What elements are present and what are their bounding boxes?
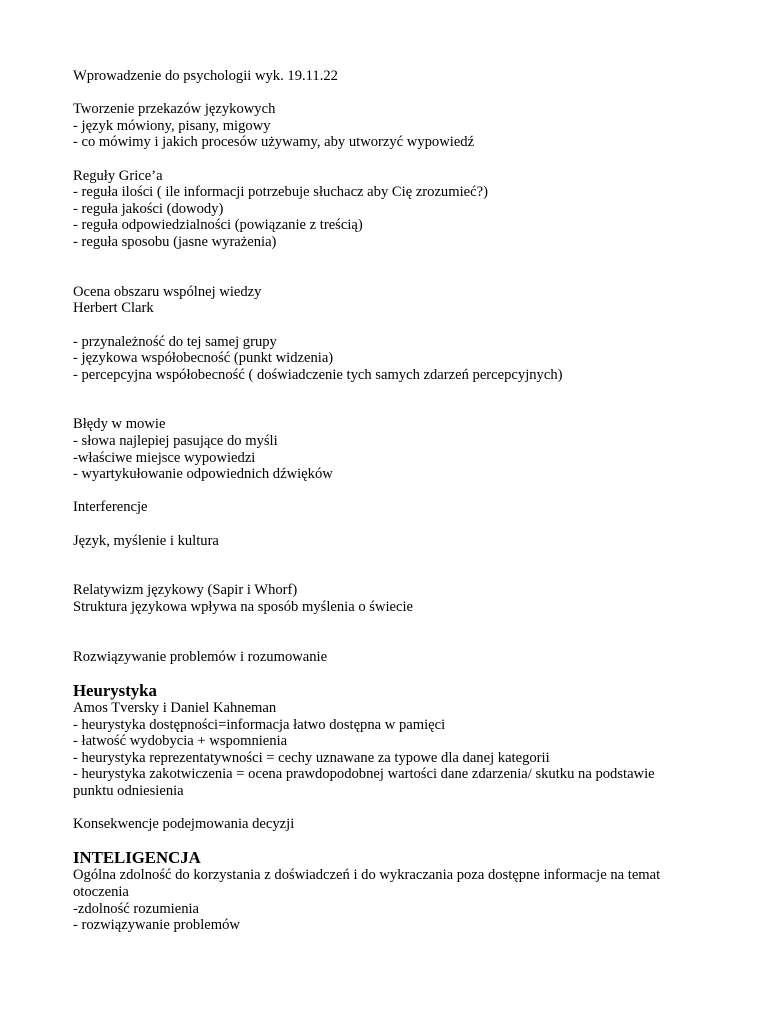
list-item: -zdolność rozumienia bbox=[73, 900, 200, 917]
interference-text: Interferencje bbox=[73, 499, 148, 516]
list-item: -właściwe miejsce wypowiedzi bbox=[73, 449, 256, 466]
list-item: - heurystyka dostępności=informacja łatwo dostępna w pamięci bbox=[73, 716, 446, 733]
list-item: - rozwiązywanie problemów bbox=[73, 917, 240, 934]
relativism-text: Struktura językowa wpływa na sposób myślenia o świecie bbox=[73, 599, 414, 615]
spacer bbox=[73, 800, 713, 817]
list-item: - reguła sposobu (jasne wyrażenia) bbox=[73, 233, 277, 250]
section-heading-grice: Reguły Grice’a bbox=[73, 167, 163, 184]
list-item: - łatwość wydobycia + wspomnienia bbox=[73, 733, 288, 750]
problem-solving-text: Rozwiązywanie problemów i rozumowanie bbox=[73, 648, 328, 665]
list-item: - co mówimy i jakich procesów używamy, aby utworzyć wypowiedź bbox=[73, 134, 475, 151]
decision-consequences-text: Konsekwencje podejmowania decyzji bbox=[73, 816, 295, 833]
list-item: - reguła ilości ( ile informacji potrzebuje słuchacz aby Cię zrozumieć?) bbox=[73, 184, 488, 201]
spacer bbox=[73, 151, 713, 168]
section-heading-relativism: Relatywizm językowy (Sapir i Whorf) bbox=[73, 582, 298, 599]
section-heading-intelligence: INTELIGENCJA bbox=[73, 848, 201, 868]
spacer bbox=[73, 516, 713, 533]
spacer bbox=[73, 549, 713, 582]
list-item: - język mówiony, pisany, migowy bbox=[73, 117, 271, 134]
list-item: - reguła odpowiedzialności (powiązanie z treścią) bbox=[73, 217, 363, 234]
spacer bbox=[73, 665, 713, 682]
list-item: - wyartykułowanie odpowiednich dźwięków bbox=[73, 466, 333, 483]
spacer bbox=[73, 383, 713, 416]
spacer bbox=[73, 483, 713, 500]
list-item: - heurystyka zakotwiczenia = ocena prawdopodobnej wartości dane zdarzenia/ skutku na podstawie punktu odniesienia bbox=[73, 766, 659, 799]
section-heading-heuristics: Heurystyka bbox=[73, 680, 157, 700]
section-author: Herbert Clark bbox=[73, 300, 154, 317]
spacer bbox=[73, 833, 713, 850]
spacer bbox=[73, 317, 713, 334]
list-item: - językowa współobecność (punkt widzenia) bbox=[73, 350, 334, 367]
document-page bbox=[73, 68, 713, 934]
spacer bbox=[73, 251, 713, 284]
section-heading-common-ground: Ocena obszaru wspólnej wiedzy bbox=[73, 283, 262, 300]
spacer bbox=[73, 616, 713, 649]
section-heading-errors: Błędy w mowie bbox=[73, 416, 166, 433]
intelligence-definition: Ogólna zdolność do korzystania z doświadczeń i do wykraczania poza dostępne informacje na temat otoczenia bbox=[73, 867, 664, 900]
list-item: - heurystyka reprezentatywności = cechy uznawane za typowe dla danej kategorii bbox=[73, 749, 550, 766]
list-item: - percepcyjna współobecność ( doświadczenie tych samych zdarzeń percepcyjnych) bbox=[73, 366, 563, 383]
section-authors: Amos Tversky i Daniel Kahneman bbox=[73, 699, 277, 716]
spacer bbox=[73, 85, 713, 102]
document-title: Wprowadzenie do psychologii wyk. 19.11.22 bbox=[73, 68, 338, 84]
list-item: - przynależność do tej samej grupy bbox=[73, 333, 277, 350]
list-item: - reguła jakości (dowody) bbox=[73, 200, 224, 217]
language-thought-culture-text: Język, myślenie i kultura bbox=[73, 532, 219, 549]
section-heading-language: Tworzenie przekazów językowych bbox=[73, 101, 276, 118]
list-item: - słowa najlepiej pasujące do myśli bbox=[73, 433, 278, 450]
